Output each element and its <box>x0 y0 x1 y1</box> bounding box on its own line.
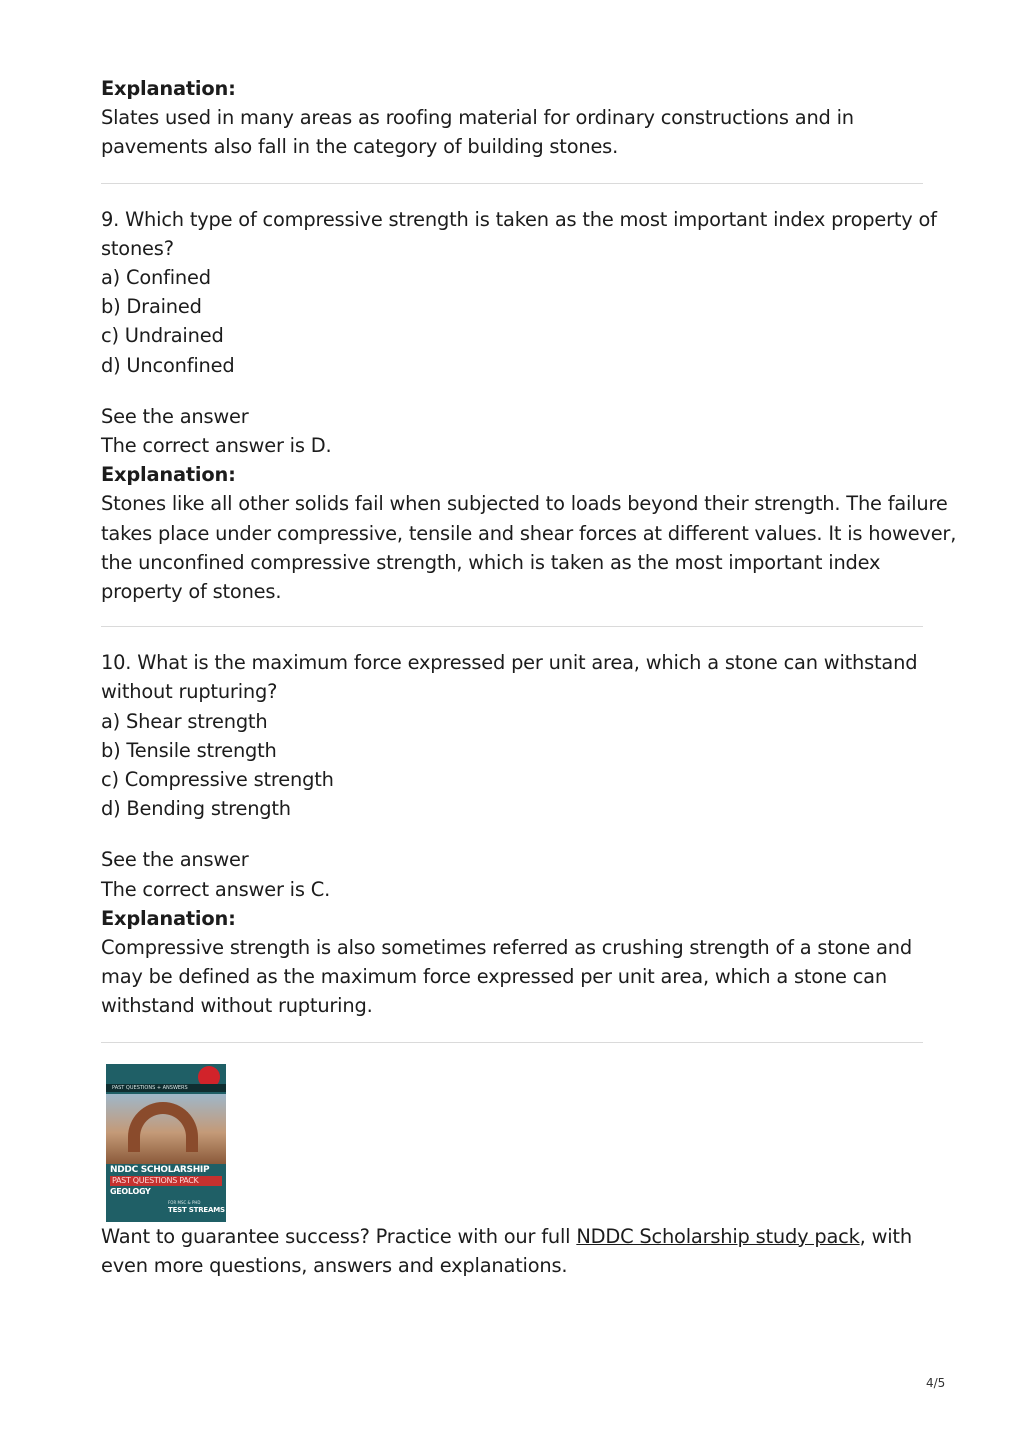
answer-option-a: a) Confined <box>101 266 211 290</box>
study-pack-cover-image[interactable] <box>106 1064 226 1222</box>
cover-band-text: PAST QUESTIONS + ANSWERS <box>112 1084 188 1091</box>
cover-subject: GEOLOGY <box>110 1186 151 1196</box>
explanation-text-line: takes place under compressive, tensile and shear forces at different values. It is however, <box>101 521 957 545</box>
section-divider <box>101 1042 923 1043</box>
promo-text: , with <box>859 1224 912 1248</box>
cover-subtitle: PAST QUESTIONS PACK <box>110 1176 222 1186</box>
explanation-text-line: the unconfined compressive strength, which is taken as the most important index <box>101 550 881 574</box>
promo-text-line <box>101 1222 923 1251</box>
section-divider <box>101 183 923 184</box>
answer-option-d: d) Unconfined <box>101 353 235 377</box>
answer-option-d: d) Bending strength <box>101 797 291 821</box>
promo-text-line: even more questions, answers and explanations. <box>101 1253 568 1277</box>
answer-option-c: c) Compressive strength <box>101 768 334 792</box>
cover-title: NDDC SCHOLARSHIP <box>110 1164 210 1175</box>
explanation-text-line: property of stones. <box>101 580 282 604</box>
explanation-text-line: Stones like all other solids fail when subjected to loads beyond their strength. The failure <box>101 492 948 516</box>
correct-answer-text: The correct answer is D. <box>101 434 332 458</box>
see-answer-toggle[interactable]: See the answer <box>101 848 249 872</box>
explanation-text-line: may be defined as the maximum force expressed per unit area, which a stone can <box>101 965 887 989</box>
study-pack-link[interactable]: NDDC Scholarship study pack <box>576 1224 860 1248</box>
question-text-line: 10. What is the maximum force expressed per unit area, which a stone can withstand <box>101 651 918 675</box>
explanation-heading: Explanation: <box>101 463 236 487</box>
see-answer-toggle[interactable]: See the answer <box>101 404 249 428</box>
cover-brand: TEST STREAMS <box>168 1205 225 1214</box>
question-text-line: stones? <box>101 236 174 260</box>
question-text-line: 9. Which type of compressive strength is taken as the most important index property of <box>101 207 937 231</box>
answer-option-b: b) Tensile strength <box>101 738 277 762</box>
cover-small-text: FOR MSC & PHD <box>168 1199 201 1205</box>
correct-answer-text: The correct answer is C. <box>101 877 331 901</box>
question-9 <box>101 205 957 607</box>
section-divider <box>101 626 923 627</box>
explanation-text-line: withstand without rupturing. <box>101 994 373 1018</box>
explanation-heading: Explanation: <box>101 77 236 100</box>
answer-option-b: b) Drained <box>101 295 202 319</box>
question-text-line: without rupturing? <box>101 680 278 704</box>
document-page <box>101 74 957 1280</box>
answer-option-a: a) Shear strength <box>101 709 268 733</box>
answer-option-c: c) Undrained <box>101 324 224 348</box>
explanation-heading: Explanation: <box>101 906 236 930</box>
promo-text: Want to guarantee success? Practice with our full <box>101 1224 577 1248</box>
explanation-text-line: Slates used in many areas as roofing material for ordinary constructions and in <box>101 106 854 130</box>
explanation-text-line: Compressive strength is also sometimes referred as crushing strength of a stone and <box>101 936 912 960</box>
explanation-text-line: pavements also fall in the category of building stones. <box>101 135 619 159</box>
promo-section <box>101 1064 923 1280</box>
question-10 <box>101 648 923 1020</box>
page-number: 4/5 <box>926 1376 946 1390</box>
